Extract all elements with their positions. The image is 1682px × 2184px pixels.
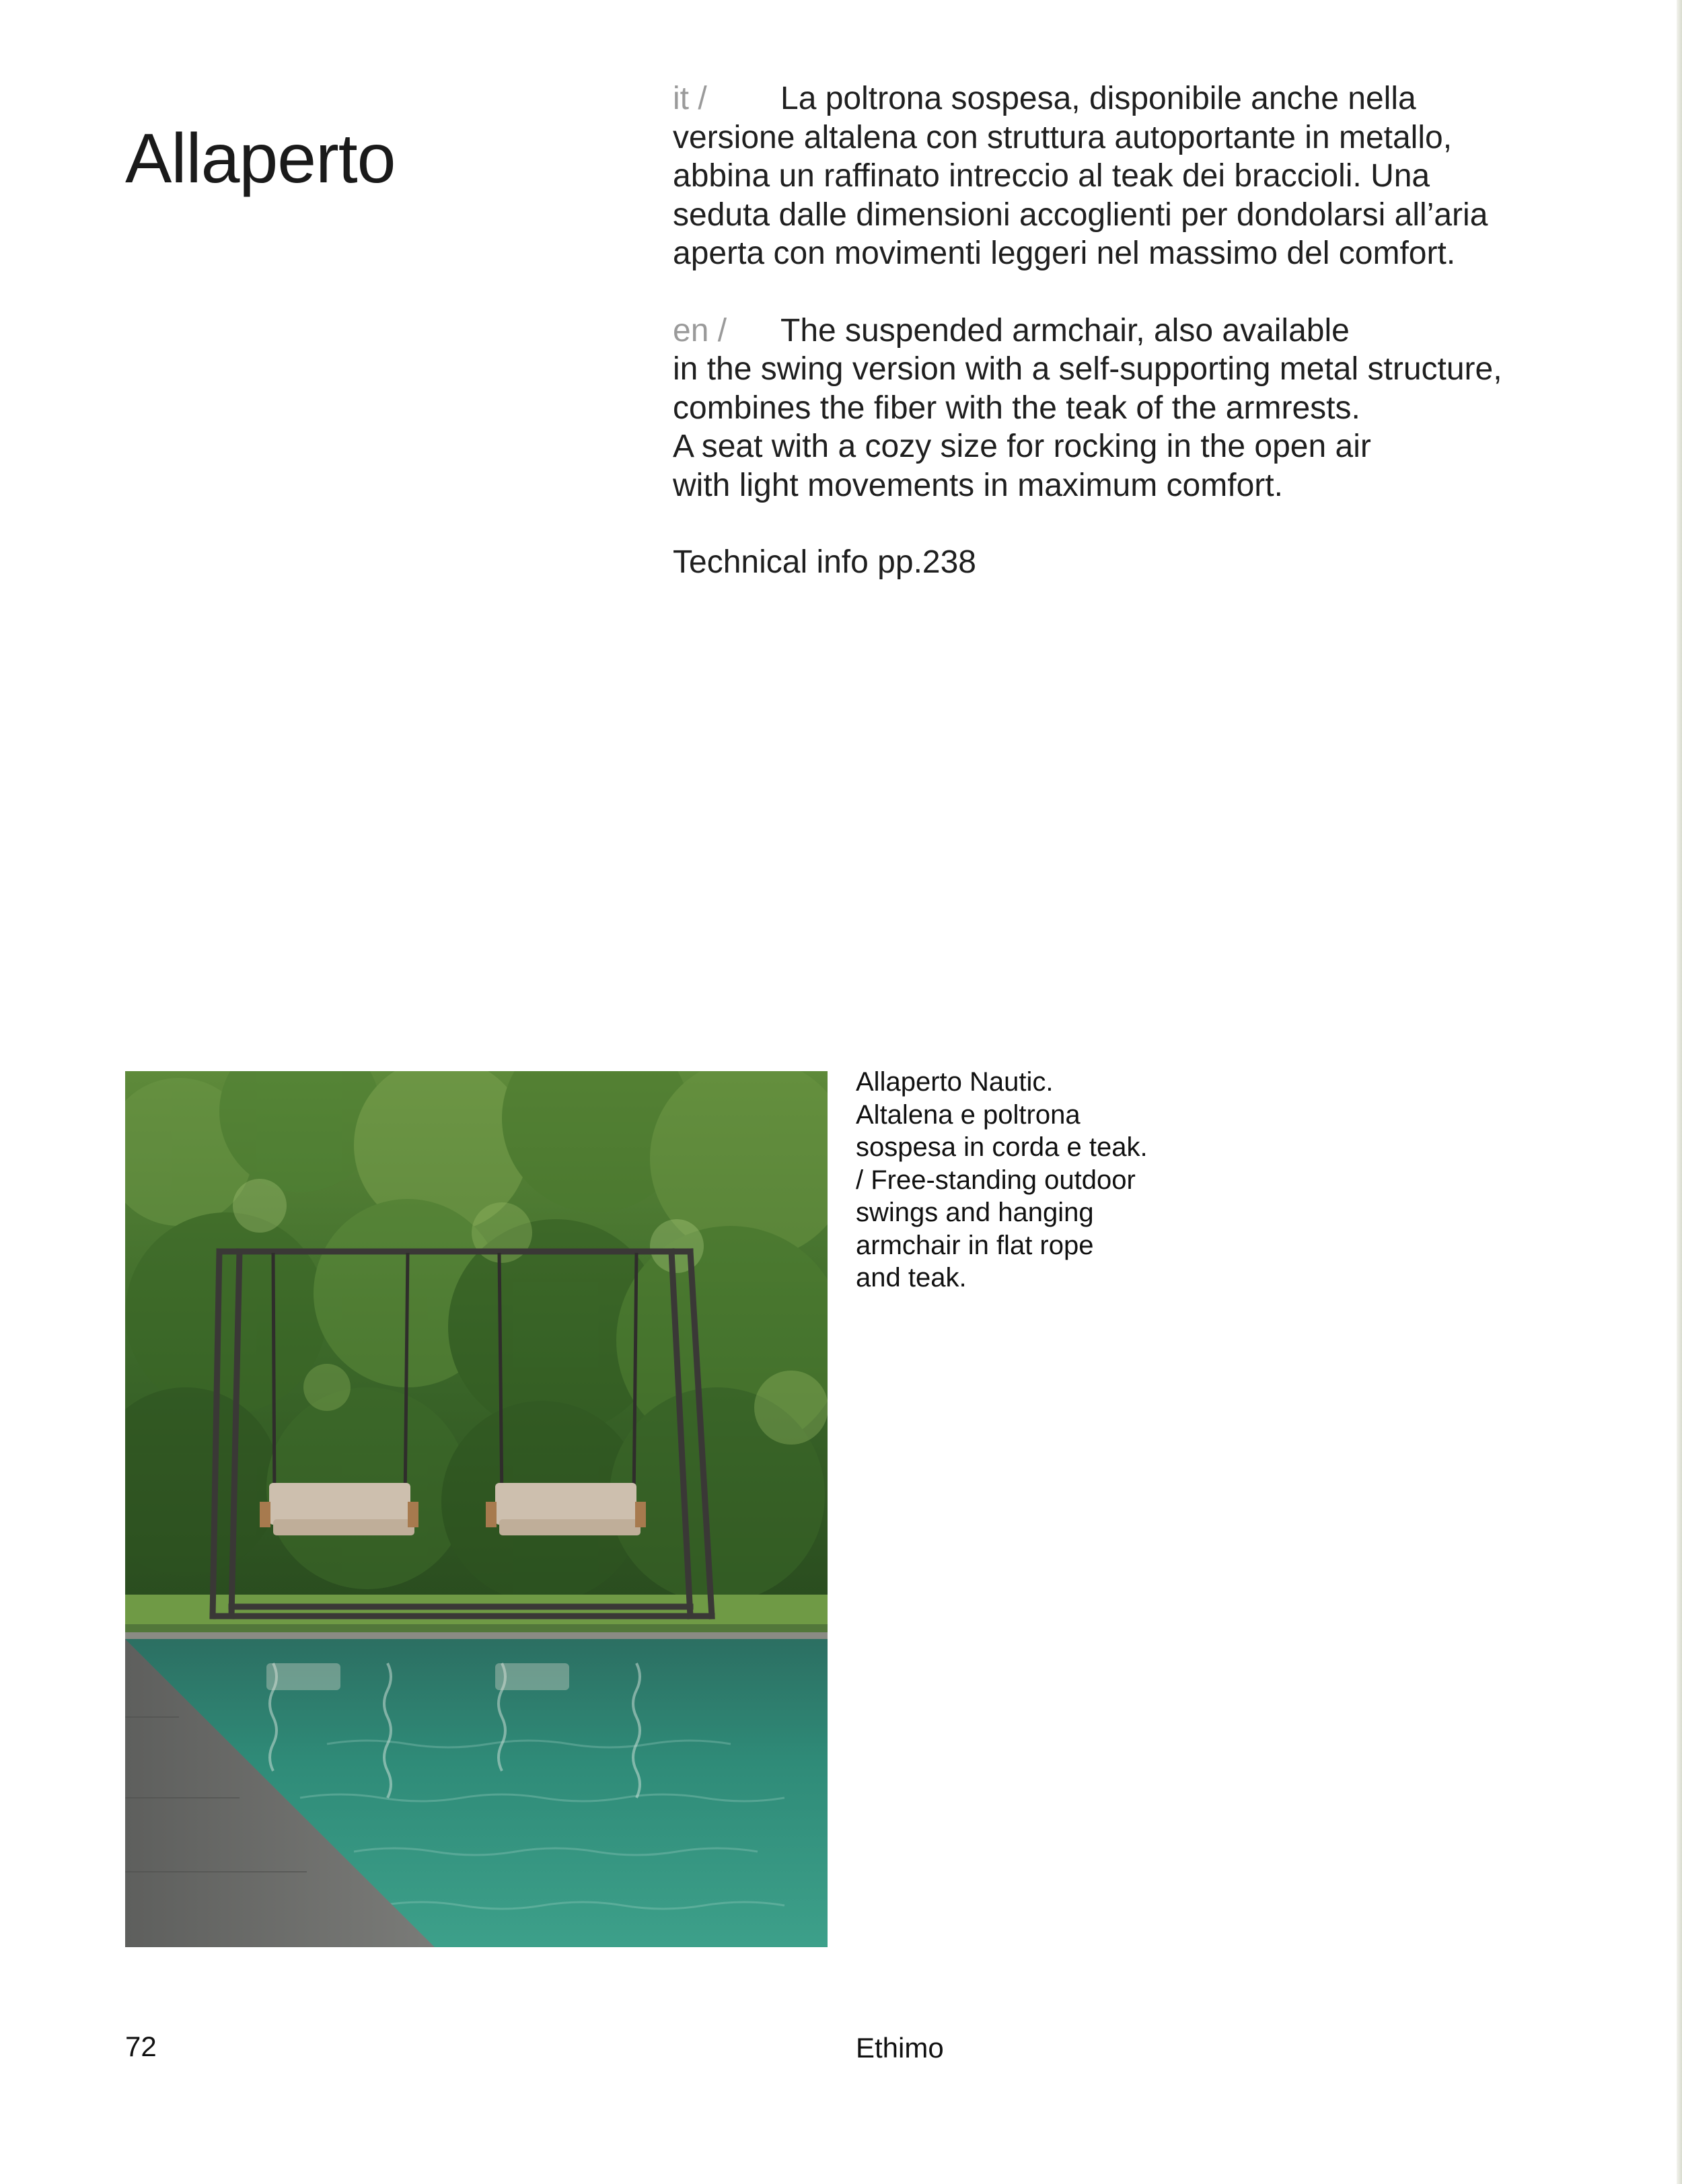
lawn-shadow — [125, 1624, 828, 1632]
lang-label-en: en / — [673, 312, 727, 349]
description-english-line: in the swing version with a self-supporting metal structure, — [673, 351, 1502, 387]
caption-line: swings and hanging — [856, 1198, 1094, 1227]
description-english — [673, 312, 1588, 505]
caption-line: and teak. — [856, 1263, 967, 1293]
caption-line: / Free-standing outdoor — [856, 1165, 1136, 1195]
description-english-line: combines the fiber with the teak of the armrests. — [673, 390, 1360, 426]
product-photo — [125, 1071, 828, 1947]
description-italian-line: aperta con movimenti leggeri nel massimo del comfort. — [673, 235, 1456, 271]
lang-label-it: it / — [673, 81, 707, 116]
page-edge — [1677, 0, 1682, 2184]
description-italian-line: seduta dalle dimensioni accoglienti per dondolarsi all’aria — [673, 196, 1488, 233]
swing-seat-right — [486, 1483, 646, 1535]
swing-seat-left — [260, 1483, 418, 1535]
description-english-line: with light movements in maximum comfort. — [673, 467, 1283, 503]
caption-line: sospesa in corda e teak. — [856, 1132, 1148, 1162]
description-english-line — [673, 312, 1588, 351]
caption-line: Altalena e poltrona — [856, 1099, 1081, 1130]
brand-footer: Ethimo — [856, 2032, 944, 2064]
page-number: 72 — [125, 2031, 157, 2062]
description-english-line: A seat with a cozy size for rocking in the open air — [673, 429, 1371, 464]
description-italian-line: versione altalena con struttura autoportante in metallo, — [673, 119, 1453, 155]
technical-info-reference: Technical info pp.238 — [673, 544, 976, 580]
description-italian-line — [673, 79, 1588, 118]
description-english-text: The suspended armchair, also available — [780, 312, 1350, 349]
photo-caption — [856, 1066, 1206, 1295]
description-italian-line: abbina un raffinato intreccio al teak dei braccioli. Una — [673, 158, 1430, 194]
description-column — [673, 79, 1588, 582]
description-italian-text: La poltrona sospesa, disponibile anche nella — [780, 81, 1416, 116]
description-italian — [673, 79, 1588, 273]
page-title: Allaperto — [125, 119, 396, 198]
caption-line: Allaperto Nautic. — [856, 1067, 1054, 1097]
pool-edge — [125, 1632, 828, 1639]
caption-line: armchair in flat rope — [856, 1230, 1094, 1260]
